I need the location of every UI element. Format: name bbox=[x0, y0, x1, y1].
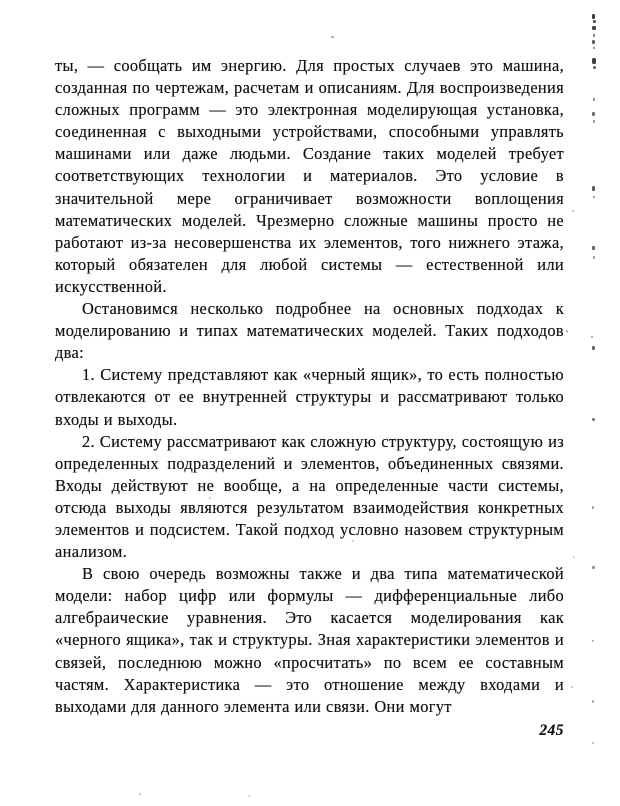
scan-noise-right-margin bbox=[586, 0, 612, 806]
body-paragraph: ты, — сообщать им энергию. Для простых случаев это машина, созданная по чертежам, расчетам и описаниям. Для воспроизведения сложных программ — это электронная моделирующая установка, соединенная с выходными устройствами, способными управлять машинами или даже людьми. Создание таких моделей требует соответствующих технологии и материалов. Это условие в значительной мере ограничивает возможности воплощения математических моделей. Чрезмерно сложные машины просто не работают из-за несовершенства их элементов, того нижнего этажа, который обязателен для любой системы — естественной или искусственной. bbox=[55, 56, 564, 296]
body-paragraph: В свою очередь возможны также и два типа математической модели: набор цифр или формулы — дифференциальные либо алгебраические уравнения. Это касается моделирования как «черного ящика», так и структуры. Зная характеристики элементов и связей, последнюю можно «просчитать» по всем ее составным частям. Характеристика — это отношение между входами и выходами для данного элемента или связи. Они могут bbox=[55, 564, 564, 716]
body-paragraph-list-item: 1. Систему представляют как «черный ящик», то есть полностью отвлекаются от ее внутренней структуры и рассматривают только входы и выходы. bbox=[55, 365, 564, 429]
page-number: 245 bbox=[539, 722, 564, 739]
body-paragraph: Остановимся несколько подробнее на основных подходах к моделированию и типах математических моделей. Таких подходов два: bbox=[55, 299, 564, 363]
body-paragraph-list-item: 2. Систему рассматривают как сложную структуру, состоящую из определенных подразделений и элементов, объединенных связями. Входы действуют не вообще, а на определенные части системы, отсюда выходы являются результатом взаимодействия конкретных элементов и подсистем. Такой подход условно назовем структурным анализом. bbox=[55, 431, 564, 562]
page-text-column bbox=[55, 55, 564, 718]
